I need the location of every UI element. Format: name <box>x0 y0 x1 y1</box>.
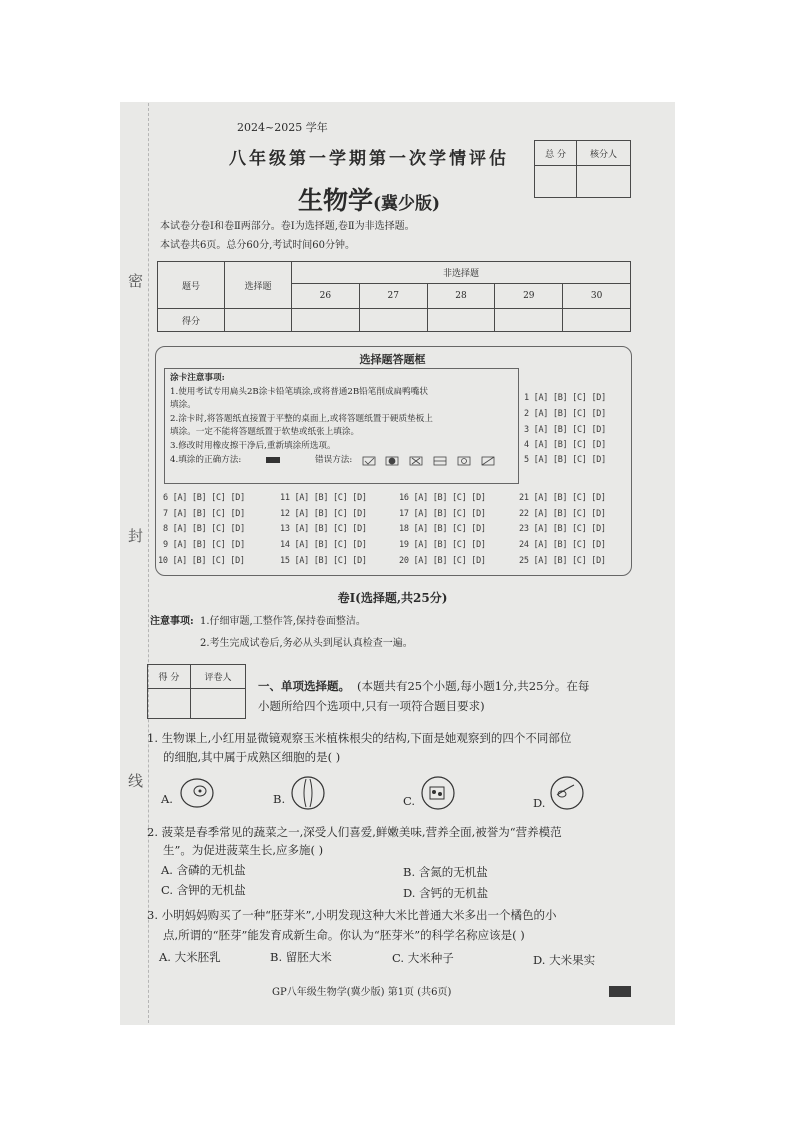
answer-row-4: 4 [A] [B] [C] [D] <box>524 440 606 450</box>
note-label: 注意事项: <box>150 616 194 627</box>
answer-row-17: 17 [A] [B] [C] [D] <box>399 509 486 519</box>
q-label: 题号 <box>158 262 225 309</box>
notice-box <box>164 368 519 484</box>
answer-row-18: 18 [A] [B] [C] [D] <box>399 524 486 534</box>
cell-c-icon <box>420 775 456 811</box>
part1-heading: 一、单项选择题。 <box>258 679 350 693</box>
col-26: 26 <box>292 284 360 309</box>
wrong-label: 错误方法: <box>315 455 353 465</box>
q1-option-b: B. <box>273 792 286 806</box>
note-1: 1.仔细审题,工整作答,保持卷面整洁。 <box>200 616 366 627</box>
q3-option-c: C. 大米种子 <box>392 951 454 965</box>
q3-line-2: 点,所谓的“胚芽”能发育成新生命。你认为“胚芽米”的科学名称应该是( ) <box>163 928 525 942</box>
q1-option-c: C. <box>403 794 416 808</box>
score-label: 得分 <box>158 309 225 332</box>
answer-row-20: 20 [A] [B] [C] [D] <box>399 556 486 566</box>
answer-row-21: 21 [A] [B] [C] [D] <box>519 493 606 503</box>
answer-box-title: 选择题答题框 <box>359 353 426 366</box>
answer-row-11: 11 [A] [B] [C] [D] <box>280 493 367 503</box>
exam-title: 八年级第一学期第一次学情评估 <box>229 149 509 169</box>
correct-fill-sample <box>266 457 280 463</box>
answer-row-9: 9 [A] [B] [C] [D] <box>163 540 245 550</box>
q2-option-b: B. 含氮的无机盐 <box>403 865 488 879</box>
q3-option-a: A. 大米胚乳 <box>159 950 221 964</box>
subject-title: 生物学(冀少版) <box>297 186 441 215</box>
q1-line-2: 的细胞,其中属于成熟区细胞的是( ) <box>163 750 341 764</box>
answer-row-12: 12 [A] [B] [C] [D] <box>280 509 367 519</box>
col-30: 30 <box>563 284 631 309</box>
notice-3: 3.修改时用橡皮擦干净后,重新填涂所选项。 <box>170 441 336 451</box>
total-score-box <box>534 140 631 198</box>
intro-line-1: 本试卷分卷Ⅰ和卷Ⅱ两部分。卷Ⅰ为选择题,卷Ⅱ为非选择题。 <box>160 221 415 232</box>
q3-line-1: 3. 小明妈妈购买了一种“胚芽米”,小明发现这种大米比普通大米多出一个橘色的小 <box>147 908 557 922</box>
cell-b-icon <box>289 775 327 811</box>
score-table <box>157 261 631 332</box>
answer-row-25: 25 [A] [B] [C] [D] <box>519 556 606 566</box>
nonchoice-label: 非选择题 <box>292 262 631 284</box>
answer-row-22: 22 [A] [B] [C] [D] <box>519 509 606 519</box>
grader-label: 评卷人 <box>190 665 245 689</box>
answer-row-8: 8 [A] [B] [C] [D] <box>163 524 245 534</box>
answer-row-2: 2 [A] [B] [C] [D] <box>524 409 606 419</box>
notice-2b: 填涂。一定不能将答题纸置于软垫或纸张上填涂。 <box>170 427 360 437</box>
choice-label: 选择题 <box>225 262 292 309</box>
answer-row-16: 16 [A] [B] [C] [D] <box>399 493 486 503</box>
q2-line-2: 生”。为促进菠菜生长,应多施( ) <box>163 843 324 857</box>
wrong-marks-icon <box>362 456 512 466</box>
answer-row-15: 15 [A] [B] [C] [D] <box>280 556 367 566</box>
registration-mark <box>609 986 631 997</box>
binding-char-close: 封 <box>128 527 144 545</box>
intro-line-2: 本试卷共6页。总分60分,考试时间60分钟。 <box>160 240 355 251</box>
col-28: 28 <box>427 284 495 309</box>
notice-4: 4.填涂的正确方法: <box>170 455 242 465</box>
answer-row-1: 1 [A] [B] [C] [D] <box>524 393 606 403</box>
notice-1: 1.使用考试专用扁头2B涂卡铅笔填涂,或将普通2B铅笔削成扁鸭嘴状 <box>170 387 428 397</box>
checker-label: 核分人 <box>577 141 631 166</box>
answer-row-5: 5 [A] [B] [C] [D] <box>524 455 606 465</box>
q2-line-1: 2. 菠菜是春季常见的蔬菜之一,深受人们喜爱,鲜嫩美味,营养全面,被誉为“营养模范 <box>147 825 562 839</box>
binding-char-line: 线 <box>128 772 144 790</box>
section-title: 卷Ⅰ(选择题,共25分) <box>337 591 448 605</box>
col-29: 29 <box>495 284 563 309</box>
q1-option-d: D. <box>533 796 546 810</box>
note-2: 2.考生完成试卷后,务必从头到尾认真检查一遍。 <box>200 638 413 649</box>
answer-row-6: 6 [A] [B] [C] [D] <box>163 493 245 503</box>
notice-title: 涂卡注意事项: <box>170 373 225 383</box>
answer-row-14: 14 [A] [B] [C] [D] <box>280 540 367 550</box>
total-label: 总 分 <box>535 141 577 166</box>
q1-option-a: A. <box>161 792 173 806</box>
q3-option-d: D. 大米果实 <box>533 953 596 967</box>
part1-desc-2: 小题所给四个选项中,只有一项符合题目要求) <box>258 699 485 713</box>
q2-option-a: A. 含磷的无机盐 <box>161 863 246 877</box>
answer-row-19: 19 [A] [B] [C] [D] <box>399 540 486 550</box>
page-footer: GP八年级生物学(冀少版) 第1页 (共6页) <box>272 987 452 998</box>
part1-desc-1: (本题共有25个小题,每小题1分,共25分。在每 <box>357 679 590 693</box>
answer-row-10: 10 [A] [B] [C] [D] <box>158 556 245 566</box>
cell-d-icon <box>548 775 586 811</box>
answer-row-13: 13 [A] [B] [C] [D] <box>280 524 367 534</box>
cell-a-icon <box>178 776 216 810</box>
answer-row-3: 3 [A] [B] [C] [D] <box>524 425 606 435</box>
answer-row-7: 7 [A] [B] [C] [D] <box>163 509 245 519</box>
answer-row-23: 23 [A] [B] [C] [D] <box>519 524 606 534</box>
notice-2: 2.涂卡时,将答题纸直接置于平整的桌面上,或将答题纸置于硬质垫板上 <box>170 414 433 424</box>
col-27: 27 <box>359 284 427 309</box>
q3-option-b: B. 留胚大米 <box>270 950 332 964</box>
school-year: 2024~2025 学年 <box>237 121 328 134</box>
binding-char-seal: 密 <box>128 272 144 290</box>
grader-score-label: 得 分 <box>148 665 191 689</box>
q2-option-c: C. 含钾的无机盐 <box>161 883 246 897</box>
answer-row-24: 24 [A] [B] [C] [D] <box>519 540 606 550</box>
grader-box <box>147 664 246 719</box>
binding-margin <box>125 103 149 1023</box>
q1-line-1: 1. 生物课上,小红用显微镜观察玉米植株根尖的结构,下面是她观察到的四个不同部位 <box>147 731 572 745</box>
notice-1b: 填涂。 <box>170 400 196 410</box>
q2-option-d: D. 含钙的无机盐 <box>403 886 489 900</box>
